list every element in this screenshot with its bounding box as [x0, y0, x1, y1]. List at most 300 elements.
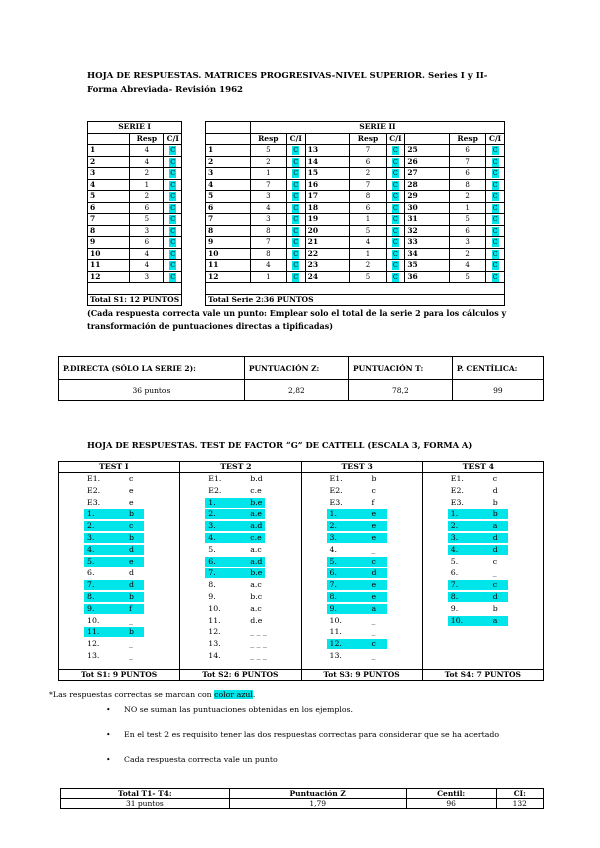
serie2-col-n: [405, 133, 450, 145]
item-correct-cell: [286, 260, 305, 272]
item-number: 30: [405, 202, 450, 214]
test-item: [59, 508, 179, 520]
test-total: Tot S1: 9 PUNTOS: [59, 670, 180, 681]
item-label: 3.: [450, 532, 459, 542]
item-answer: b: [492, 497, 498, 507]
item-response: 8: [250, 248, 286, 260]
item-label: 8.: [87, 591, 95, 601]
test-item: [180, 626, 300, 638]
item-number: 9: [88, 237, 130, 249]
item-number: 5: [206, 191, 251, 203]
scoring-note: (Cada respuesta correcta vale un punto: Emplear solo el total de la serie 2 para los cálculos y transformación de puntuaciones directas a tipificadas): [87, 308, 507, 331]
item-number: 20: [305, 225, 350, 237]
item-response: 8: [250, 225, 286, 237]
item-response: 6: [130, 202, 164, 214]
item-number: 26: [405, 156, 450, 168]
item-number: 7: [206, 214, 251, 226]
correct-marker: C: [392, 169, 398, 178]
test-item: [423, 544, 543, 556]
item-label: 10.: [329, 615, 342, 625]
item-answer: _: [371, 615, 376, 625]
item-correct-cell: [164, 225, 182, 237]
test-item: [180, 638, 300, 650]
item-response: 2: [350, 168, 386, 180]
item-answer: b.e: [250, 497, 263, 507]
test-item: [180, 650, 300, 662]
item-answer: d: [492, 591, 498, 601]
item-response: 3: [250, 214, 286, 226]
item-number: 4: [206, 179, 251, 191]
item-response: 1: [350, 248, 386, 260]
item-label: 4.: [87, 544, 95, 554]
test-item: [302, 520, 422, 532]
item-number: 6: [88, 202, 130, 214]
item-label: 3.: [329, 532, 337, 542]
item-number: 11: [206, 260, 251, 272]
item-number: 2: [206, 156, 251, 168]
serie1-row: [88, 156, 182, 168]
final-header: Puntuación Z: [229, 789, 406, 799]
correct-marker: C: [392, 180, 398, 189]
item-label: 11.: [329, 627, 342, 637]
item-answer: b.e: [250, 568, 263, 578]
serie2-col-row: [206, 133, 505, 145]
item-number: 13: [305, 145, 350, 157]
item-correct-cell: [386, 214, 405, 226]
correct-marker: C: [492, 157, 498, 166]
item-response: 2: [450, 248, 486, 260]
serie2-col-n: [206, 133, 251, 145]
item-label: 7.: [208, 568, 216, 578]
item-label: 13.: [87, 650, 100, 660]
test-item: [423, 497, 543, 509]
item-response: 8: [350, 191, 386, 203]
item-label: 9.: [450, 603, 459, 613]
item-number: 22: [305, 248, 350, 260]
serie1-empty-row: [88, 283, 182, 295]
empty-cell: [206, 283, 505, 295]
item-answer: b: [371, 474, 377, 483]
test-item: [423, 508, 543, 520]
item-answer: d: [371, 568, 377, 578]
serie2-row: [206, 179, 505, 191]
test-item: [423, 473, 543, 485]
item-correct-cell: [386, 168, 405, 180]
item-answer: a.c: [250, 580, 262, 590]
correct-marker: C: [392, 226, 398, 235]
item-number: 21: [305, 237, 350, 249]
item-label: 14.: [208, 650, 221, 660]
item-label: 13.: [329, 650, 342, 660]
item-label: 5.: [87, 556, 95, 566]
item-correct-cell: [386, 145, 405, 157]
serie1-col-resp: Resp: [130, 133, 164, 145]
item-response: 3: [130, 225, 164, 237]
item-answer: c: [492, 474, 498, 483]
test-item: [302, 508, 422, 520]
correct-marker: C: [392, 146, 398, 155]
item-number: 10: [88, 248, 130, 260]
serie2-col-ci: C/I: [486, 133, 505, 145]
test-column: [59, 473, 180, 670]
item-label: 9.: [87, 603, 95, 613]
item-answer: d: [492, 544, 498, 554]
item-label: 4.: [450, 544, 459, 554]
item-correct-cell: [386, 260, 405, 272]
test-item: [59, 638, 179, 650]
test-total: Tot S4: 7 PUNTOS: [422, 670, 543, 681]
item-answer: c.e: [250, 485, 262, 495]
item-answer: _: [129, 650, 133, 660]
test-item: [59, 497, 179, 509]
test-column: [180, 473, 301, 670]
bullet-1-text: NO se suman las puntuaciones obtenidas en los ejemplos.: [124, 705, 354, 714]
correct-marker: C: [492, 180, 498, 189]
item-label: 8.: [208, 580, 216, 590]
correct-marker: C: [492, 203, 498, 212]
test-item: [59, 485, 179, 497]
item-correct-cell: [486, 271, 505, 283]
item-response: 6: [450, 168, 486, 180]
serie1-row: [88, 237, 182, 249]
item-label: E1.: [208, 474, 222, 483]
item-answer: b: [129, 532, 134, 542]
item-answer: a: [492, 521, 498, 531]
cattell-table: [58, 461, 544, 681]
item-number: 2: [88, 156, 130, 168]
item-answer: e: [129, 485, 134, 495]
cattell-body-row: [59, 473, 544, 670]
item-number: 5: [88, 191, 130, 203]
serie2-row: [206, 271, 505, 283]
item-number: 12: [206, 271, 251, 283]
item-response: 4: [130, 156, 164, 168]
item-label: 6.: [329, 568, 337, 578]
item-correct-cell: [486, 179, 505, 191]
item-answer: f: [371, 497, 375, 507]
item-label: 10.: [87, 615, 100, 625]
item-correct-cell: [386, 156, 405, 168]
item-response: 4: [130, 260, 164, 272]
correct-marker: C: [392, 238, 398, 247]
item-response: 2: [350, 260, 386, 272]
item-label: 2.: [208, 509, 216, 519]
item-answer: _: [129, 615, 133, 625]
cattell-header-row: [59, 462, 544, 473]
correct-marker: C: [293, 192, 299, 201]
item-response: 5: [250, 145, 286, 157]
serie1-col-ci: C/I: [164, 133, 182, 145]
serie2-row: [206, 248, 505, 260]
test-item: [423, 485, 543, 497]
item-correct-cell: [486, 168, 505, 180]
test-header: TEST I: [59, 462, 180, 473]
test-item: [59, 626, 179, 638]
item-correct-cell: [386, 237, 405, 249]
item-label: 10.: [208, 603, 221, 613]
final-results-table: [60, 788, 544, 809]
item-response: 6: [130, 237, 164, 249]
item-label: 9.: [329, 603, 337, 613]
serie2-col-resp: Resp: [450, 133, 486, 145]
item-number: 6: [206, 202, 251, 214]
test-item: [302, 532, 422, 544]
correct-marker: C: [293, 272, 299, 281]
item-answer: _: [492, 568, 497, 578]
correct-marker: C: [170, 203, 176, 212]
results-header: P.DIRECTA (SÓLO LA SERIE 2):: [59, 357, 245, 380]
item-label: 2.: [87, 521, 95, 531]
item-response: 4: [350, 237, 386, 249]
serie2-row: [206, 237, 505, 249]
correct-marker: C: [293, 169, 299, 178]
serie1-row: [88, 179, 182, 191]
test-item: [59, 603, 179, 615]
serie2-col-ci: C/I: [386, 133, 405, 145]
item-number: 16: [305, 179, 350, 191]
test-item: [180, 497, 300, 509]
test-item: [423, 591, 543, 603]
item-response: 7: [350, 145, 386, 157]
item-answer: b: [492, 603, 498, 613]
serie2-col-n: [305, 133, 350, 145]
correct-marker: C: [492, 169, 498, 178]
item-number: 1: [88, 145, 130, 157]
item-label: 7.: [87, 580, 95, 590]
item-number: 9: [206, 237, 251, 249]
final-value: 96: [406, 799, 496, 809]
item-number: 18: [305, 202, 350, 214]
item-answer: d: [129, 544, 134, 554]
item-correct-cell: [486, 202, 505, 214]
correct-marker: C: [492, 249, 498, 258]
correct-marker: C: [293, 249, 299, 258]
item-answer: b.c: [250, 591, 263, 601]
serie2-row: [206, 214, 505, 226]
test-total: Tot S2: 6 PUNTOS: [180, 670, 301, 681]
item-answer: a: [492, 615, 498, 625]
item-response: 4: [130, 145, 164, 157]
correct-marker: C: [293, 146, 299, 155]
bullet-1: • NO se suman las puntuaciones obtenidas en los ejemplos.: [106, 705, 354, 714]
results-value: 78,2: [348, 380, 452, 401]
test-item: [302, 615, 422, 627]
test-header: TEST 4: [422, 462, 543, 473]
correct-marker: C: [492, 215, 498, 224]
item-answer: _ _ _: [250, 639, 267, 649]
serie1-total: Total S1: 12 PUNTOS: [88, 294, 182, 306]
footnote-highlight: color azul: [214, 690, 253, 699]
item-label: 10.: [450, 615, 464, 625]
item-number: 19: [305, 214, 350, 226]
item-response: 1: [130, 179, 164, 191]
serie2-table: [205, 121, 505, 306]
item-number: 12: [88, 271, 130, 283]
test-item: [302, 591, 422, 603]
item-answer: d: [492, 485, 498, 495]
item-label: E1.: [450, 474, 464, 483]
serie2-row: [206, 156, 505, 168]
test-item: [59, 615, 179, 627]
item-label: E2.: [87, 485, 101, 495]
item-answer: a.c: [250, 544, 262, 554]
item-answer: b: [129, 591, 134, 601]
correct-marker: C: [170, 169, 176, 178]
item-label: 8.: [450, 591, 459, 601]
serie2-col-ci: C/I: [286, 133, 305, 145]
item-label: 7.: [329, 580, 337, 590]
item-answer: b.d: [250, 474, 263, 483]
serie1-total-row: [88, 294, 182, 306]
item-correct-cell: [486, 260, 505, 272]
item-answer: c: [492, 580, 498, 590]
final-header: CI:: [496, 789, 543, 799]
test-item: [59, 544, 179, 556]
item-correct-cell: [286, 191, 305, 203]
item-response: 4: [250, 202, 286, 214]
correct-marker: C: [170, 146, 176, 155]
item-label: 13.: [208, 639, 221, 649]
item-response: 5: [130, 214, 164, 226]
serie2-col-resp: Resp: [350, 133, 386, 145]
test-header: TEST 2: [180, 462, 301, 473]
item-answer: b: [129, 509, 134, 519]
item-response: 6: [350, 202, 386, 214]
item-response: 2: [250, 156, 286, 168]
item-number: 36: [405, 271, 450, 283]
item-response: 7: [250, 237, 286, 249]
serie1-row: [88, 225, 182, 237]
item-correct-cell: [164, 168, 182, 180]
item-correct-cell: [386, 202, 405, 214]
item-correct-cell: [164, 271, 182, 283]
test-item: [302, 544, 422, 556]
item-correct-cell: [164, 202, 182, 214]
correct-marker: C: [492, 226, 498, 235]
test-item: [180, 520, 300, 532]
correct-marker: C: [492, 238, 498, 247]
item-number: 23: [305, 260, 350, 272]
item-label: 9.: [208, 591, 216, 601]
item-label: 1.: [450, 509, 459, 519]
item-correct-cell: [164, 145, 182, 157]
results-header: PUNTUACIÓN T:: [348, 357, 452, 380]
item-label: 11.: [208, 615, 221, 625]
correct-marker: C: [170, 180, 176, 189]
item-answer: e: [371, 580, 377, 590]
item-label: E3.: [87, 497, 101, 507]
item-response: 5: [350, 271, 386, 283]
item-correct-cell: [164, 214, 182, 226]
serie1-row: [88, 260, 182, 272]
serie1-row: [88, 214, 182, 226]
item-response: 8: [450, 179, 486, 191]
test-item: [423, 556, 543, 568]
serie2-header: SERIE II: [250, 122, 504, 134]
item-answer: c.e: [250, 532, 262, 542]
item-correct-cell: [286, 271, 305, 283]
correct-marker: C: [293, 215, 299, 224]
item-label: 11.: [87, 627, 100, 637]
item-response: 2: [450, 191, 486, 203]
item-answer: e: [129, 556, 134, 566]
item-label: 2.: [450, 521, 459, 531]
item-correct-cell: [386, 179, 405, 191]
item-correct-cell: [164, 260, 182, 272]
serie2-row: [206, 225, 505, 237]
item-response: 5: [450, 271, 486, 283]
item-answer: _ _ _: [250, 650, 267, 660]
item-answer: a.d: [250, 556, 263, 566]
item-answer: c: [371, 556, 376, 566]
item-correct-cell: [286, 237, 305, 249]
item-number: 8: [88, 225, 130, 237]
item-correct-cell: [386, 248, 405, 260]
item-label: E2.: [450, 485, 464, 495]
item-number: 3: [206, 168, 251, 180]
item-correct-cell: [164, 156, 182, 168]
item-number: 8: [206, 225, 251, 237]
serie2-row: [206, 202, 505, 214]
correct-marker: C: [492, 192, 498, 201]
item-correct-cell: [286, 202, 305, 214]
test-item: [180, 603, 300, 615]
item-answer: e: [371, 509, 377, 519]
serie2-header-blank: [206, 122, 251, 134]
correct-marker: C: [392, 272, 398, 281]
item-answer: e: [371, 591, 377, 601]
results-header: PUNTUACIÓN Z:: [244, 357, 348, 380]
test-item: [302, 650, 422, 662]
serie1-row: [88, 191, 182, 203]
correct-marker: C: [170, 226, 176, 235]
item-response: 4: [130, 248, 164, 260]
item-response: 3: [250, 191, 286, 203]
test-item: [59, 556, 179, 568]
item-response: 1: [250, 271, 286, 283]
item-label: 2.: [329, 521, 337, 531]
correct-marker: C: [170, 192, 176, 201]
correct-marker: C: [392, 249, 398, 258]
bullet-2-text: En el test 2 es requisito tener las dos respuestas correctas para considerar que se ha acertado: [124, 730, 500, 739]
item-correct-cell: [286, 145, 305, 157]
item-correct-cell: [164, 237, 182, 249]
correct-marker: C: [170, 272, 176, 281]
item-correct-cell: [164, 179, 182, 191]
test-item: [59, 520, 179, 532]
item-response: 7: [450, 156, 486, 168]
item-label: 3.: [208, 521, 216, 531]
item-number: 10: [206, 248, 251, 260]
item-answer: c: [371, 485, 376, 495]
item-label: 6.: [208, 556, 216, 566]
results-value: 36 puntos: [59, 380, 245, 401]
test-item: [302, 485, 422, 497]
item-correct-cell: [286, 225, 305, 237]
correct-marker: C: [170, 261, 176, 270]
correct-marker: C: [392, 203, 398, 212]
serie2-col-resp: Resp: [250, 133, 286, 145]
item-answer: f: [129, 603, 132, 613]
correct-marker: C: [293, 261, 299, 270]
item-response: 2: [130, 191, 164, 203]
correct-marker: C: [293, 238, 299, 247]
test-item: [59, 650, 179, 662]
item-answer: _: [371, 544, 376, 554]
bullet-3-text: Cada respuesta correcta vale un punto: [124, 755, 278, 764]
final-header: Centil:: [406, 789, 496, 799]
test-item: [302, 638, 422, 650]
